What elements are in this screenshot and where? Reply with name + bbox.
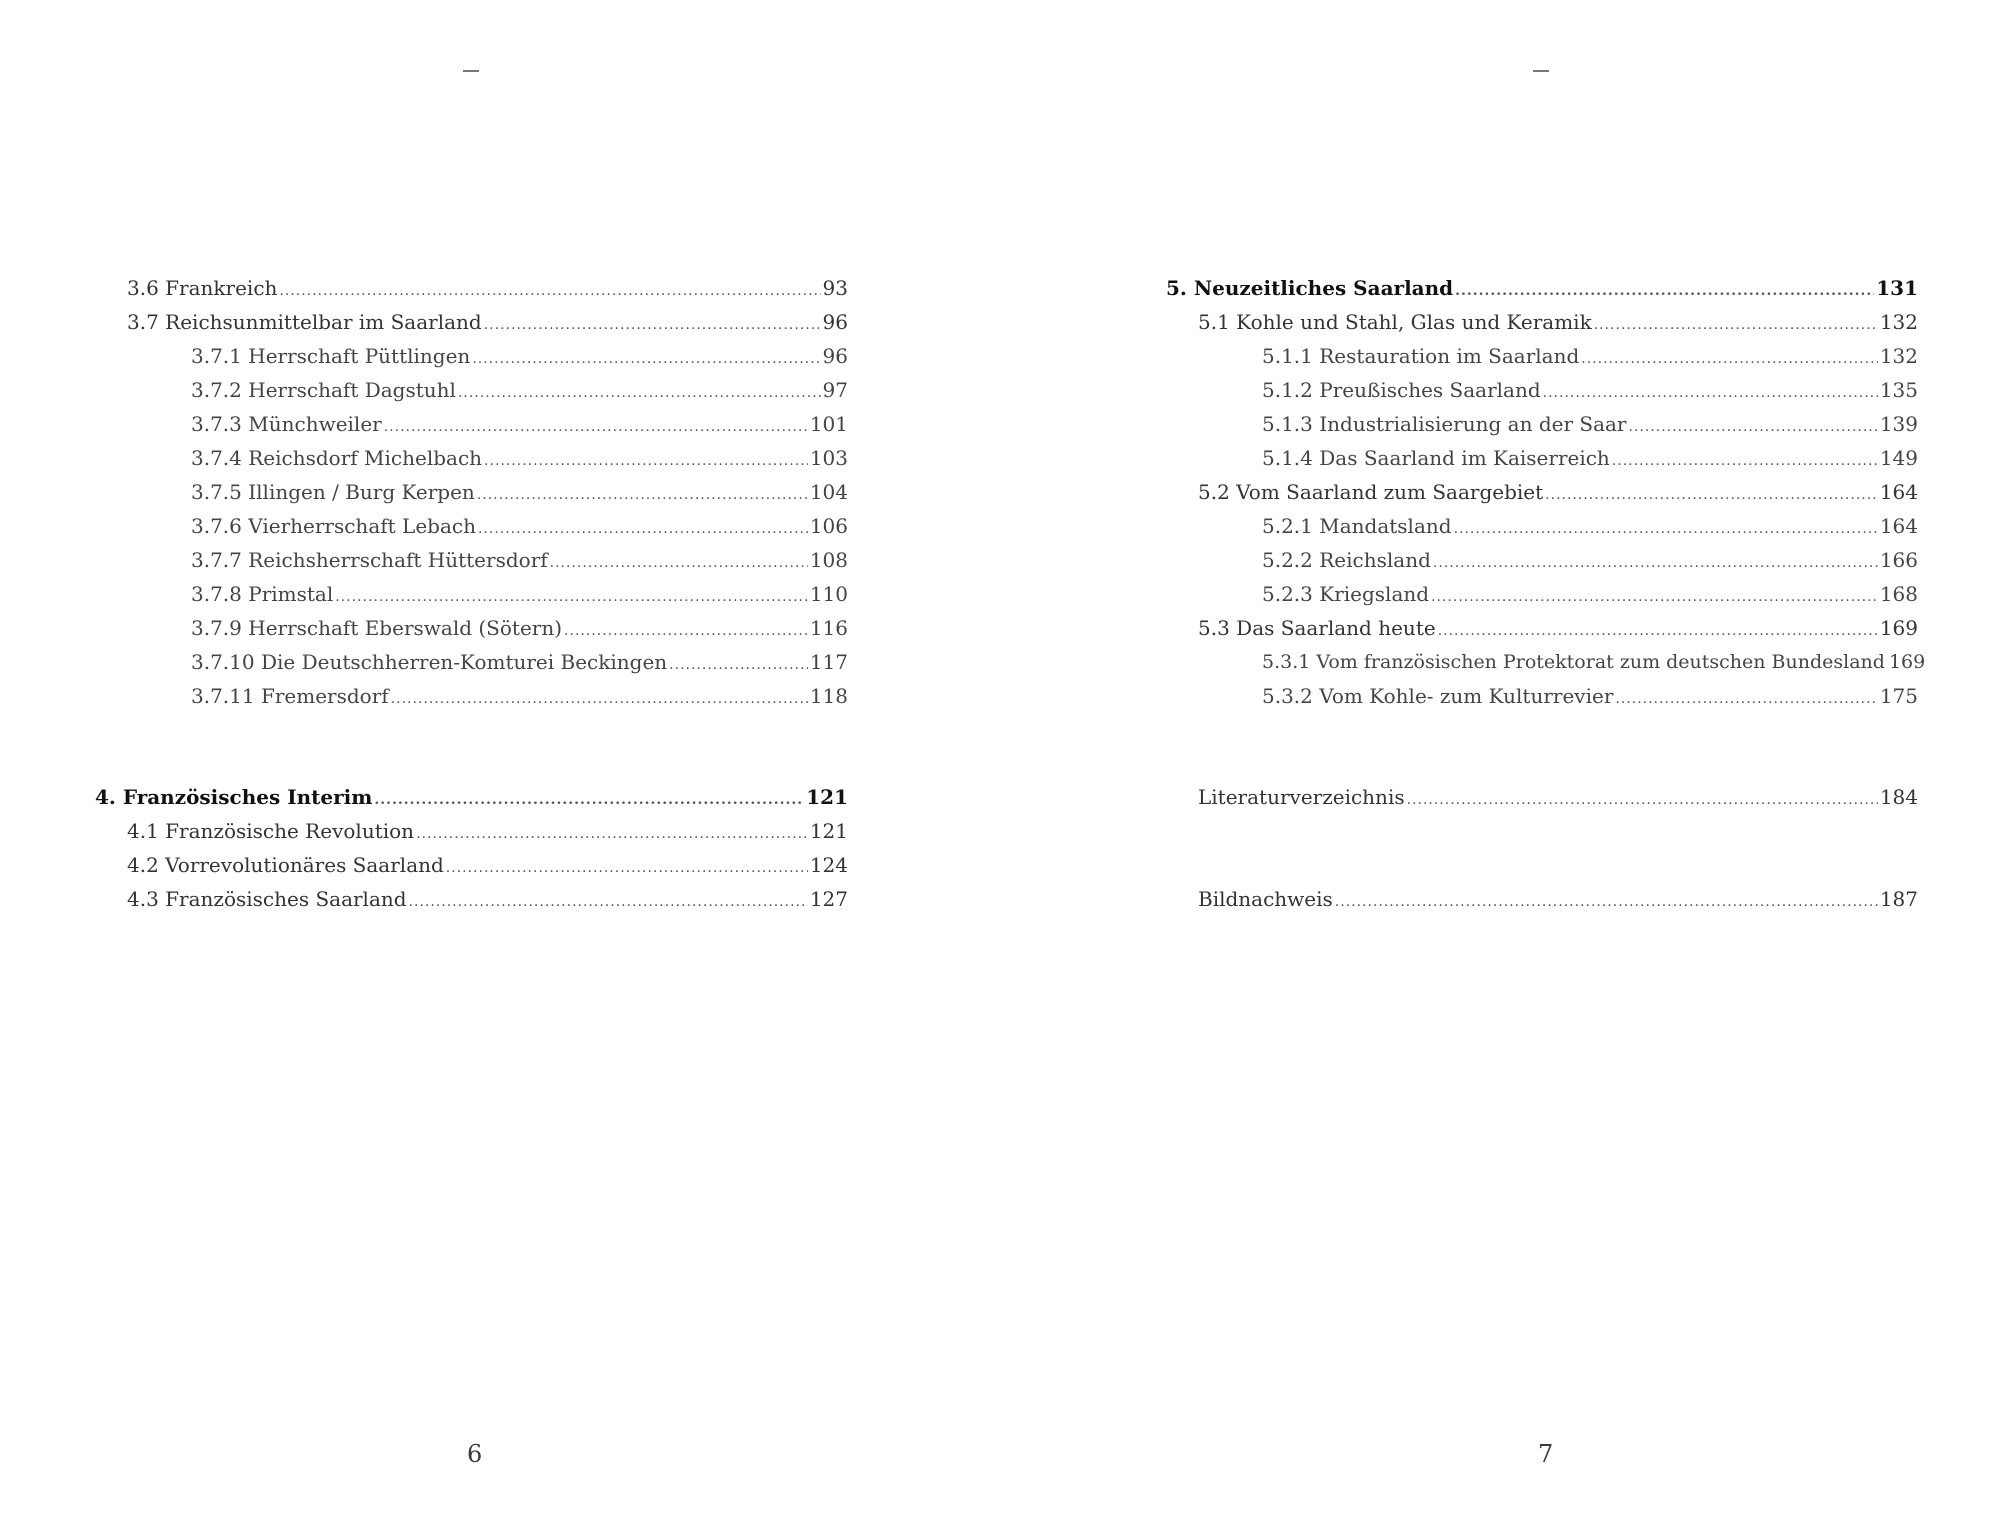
toc-entry-page: 110	[809, 582, 848, 606]
toc-entry-title: 3.7.2 Herrschaft Dagstuhl	[191, 378, 456, 402]
toc-entry-title: 5.1.3 Industrialisierung an der Saar	[1262, 412, 1627, 436]
toc-entry[interactable]	[191, 680, 848, 713]
toc-leader-dots	[409, 886, 808, 919]
toc-leader-dots	[669, 649, 808, 682]
toc-leader-dots	[458, 377, 821, 410]
toc-entry[interactable]	[1262, 646, 1926, 679]
toc-entry-title: 5.3.2 Vom Kohle- zum Kulturrevier	[1262, 684, 1614, 708]
toc-entry-page: 117	[809, 650, 848, 674]
toc-leader-dots	[416, 818, 808, 851]
toc-entry-title: 5.2.1 Mandatsland	[1262, 514, 1452, 538]
toc-leader-dots	[478, 513, 808, 546]
toc-leader-dots	[1433, 547, 1878, 580]
toc-entry-page: 108	[809, 548, 848, 572]
toc-entry-title: 4. Französisches Interim	[95, 785, 373, 809]
toc-entry-page: 166	[1879, 548, 1918, 572]
toc-leader-dots	[446, 852, 808, 885]
toc-entry-title: Bildnachweis	[1198, 887, 1333, 911]
toc-entry-title: 5.2 Vom Saarland zum Saargebiet	[1198, 480, 1544, 504]
toc-leader-dots	[1431, 581, 1878, 614]
toc-entry-title: 3.7.9 Herrschaft Eberswald (Sötern)	[191, 616, 563, 640]
toc-entry[interactable]	[127, 849, 848, 882]
toc-entry-title: 5.3 Das Saarland heute	[1198, 616, 1436, 640]
toc-entry[interactable]	[127, 815, 848, 848]
toc-entry[interactable]	[191, 544, 848, 577]
toc-entry-title: 5.2.2 Reichsland	[1262, 548, 1431, 572]
toc-entry-title: 5.2.3 Kriegsland	[1262, 582, 1430, 606]
toc-entry-title: 4.3 Französisches Saarland	[127, 887, 407, 911]
toc-entry-page: 169	[1888, 651, 1926, 673]
toc-entry-page: 149	[1879, 446, 1918, 470]
toc-entry-page: 135	[1879, 378, 1918, 402]
toc-leader-dots	[374, 784, 804, 817]
toc-chapter-entry[interactable]	[95, 781, 848, 814]
toc-entry-page: 106	[809, 514, 848, 538]
toc-entry[interactable]	[191, 578, 848, 611]
toc-entry-page: 96	[822, 310, 848, 334]
toc-entry[interactable]	[127, 306, 848, 339]
toc-entry-page: 118	[809, 684, 848, 708]
toc-entry[interactable]	[1198, 476, 1918, 509]
toc-entry[interactable]	[1262, 374, 1918, 407]
toc-entry[interactable]	[191, 510, 848, 543]
toc-entry-page: 139	[1879, 412, 1918, 436]
toc-entry-title: 5.3.1 Vom französischen Protektorat zum deutschen Bundesland	[1262, 651, 1885, 673]
toc-leader-dots	[1581, 343, 1878, 376]
toc-leader-dots	[1438, 615, 1878, 648]
toc-leader-dots	[1407, 784, 1878, 817]
toc-leader-dots	[1629, 411, 1878, 444]
toc-entry[interactable]	[127, 883, 848, 916]
toc-entry-page: 184	[1879, 785, 1918, 809]
toc-entry-title: 3.7.1 Herrschaft Püttlingen	[191, 344, 471, 368]
toc-leader-dots	[1335, 886, 1878, 919]
toc-leader-dots	[1612, 445, 1878, 478]
toc-entry-title: 4.1 Französische Revolution	[127, 819, 415, 843]
toc-entry-page: 93	[822, 276, 848, 300]
toc-entry-page: 175	[1879, 684, 1918, 708]
toc-entry-title: 5. Neuzeitliches Saarland	[1166, 276, 1454, 300]
toc-entry-title: 4.2 Vorrevolutionäres Saarland	[127, 853, 444, 877]
toc-leader-dots	[472, 343, 820, 376]
toc-entry[interactable]	[127, 272, 848, 305]
toc-entry-bildnachweis[interactable]	[1198, 883, 1918, 916]
toc-entry-title: 5.1.1 Restauration im Saarland	[1262, 344, 1580, 368]
toc-leader-dots	[391, 683, 808, 716]
toc-entry-page: 164	[1879, 480, 1918, 504]
toc-leader-dots	[550, 547, 808, 580]
toc-entry-title: 3.6 Frankreich	[127, 276, 278, 300]
toc-entry-page: 101	[809, 412, 848, 436]
toc-entry-title: 5.1.4 Das Saarland im Kaiserreich	[1262, 446, 1610, 470]
toc-entry-page: 132	[1879, 344, 1918, 368]
toc-entry-title: 3.7.6 Vierherrschaft Lebach	[191, 514, 476, 538]
toc-entry-page: 124	[809, 853, 848, 877]
toc-leader-dots	[384, 411, 808, 444]
toc-leader-dots	[1543, 377, 1878, 410]
toc-leader-dots	[279, 275, 820, 308]
toc-entry-page: 104	[809, 480, 848, 504]
toc-entry-page: 121	[806, 785, 848, 809]
toc-entry[interactable]	[191, 476, 848, 509]
toc-leader-dots	[484, 445, 808, 478]
toc-entry-title: 3.7.3 Münchweiler	[191, 412, 382, 436]
toc-entry-title: 3.7.4 Reichsdorf Michelbach	[191, 446, 483, 470]
toc-entry-title: 3.7.7 Reichsherrschaft Hüttersdorf	[191, 548, 548, 572]
toc-entry[interactable]	[191, 442, 848, 475]
page-number: 6	[467, 1440, 483, 1468]
toc-entry[interactable]	[1198, 306, 1918, 339]
toc-entry[interactable]	[191, 374, 848, 407]
toc-leader-dots	[477, 479, 808, 512]
toc-entry-page: 116	[809, 616, 848, 640]
toc-entry-page: 132	[1879, 310, 1918, 334]
toc-entry[interactable]	[1262, 544, 1918, 577]
toc-entry-literaturverzeichnis[interactable]	[1198, 781, 1918, 814]
toc-entry-page: 103	[809, 446, 848, 470]
toc-entry-page: 96	[822, 344, 848, 368]
toc-entry[interactable]	[1262, 680, 1918, 713]
toc-entry-page: 187	[1879, 887, 1918, 911]
toc-entry-page: 168	[1879, 582, 1918, 606]
toc-entry[interactable]	[191, 646, 848, 679]
right-page	[1000, 0, 2000, 1518]
toc-entry-page: 131	[1876, 276, 1918, 300]
toc-entry[interactable]	[1198, 612, 1918, 645]
toc-entry-page: 121	[809, 819, 848, 843]
toc-entry-title: 3.7.5 Illingen / Burg Kerpen	[191, 480, 475, 504]
toc-entry[interactable]	[1262, 510, 1918, 543]
toc-entry-title: Literaturverzeichnis	[1198, 785, 1405, 809]
toc-leader-dots	[1455, 275, 1874, 308]
toc-leader-dots	[1545, 479, 1878, 512]
toc-entry[interactable]	[191, 340, 848, 373]
toc-leader-dots	[564, 615, 808, 648]
toc-entry-page: 169	[1879, 616, 1918, 640]
toc-entry-page: 97	[822, 378, 848, 402]
toc-leader-dots	[335, 581, 808, 614]
toc-entry-title: 5.1.2 Preußisches Saarland	[1262, 378, 1541, 402]
toc-entry[interactable]	[191, 408, 848, 441]
toc-entry[interactable]	[1262, 578, 1918, 611]
toc-leader-dots	[1615, 683, 1877, 716]
toc-entry-page: 127	[809, 887, 848, 911]
header-dash	[463, 70, 479, 72]
toc-entry-title: 3.7 Reichsunmittelbar im Saarland	[127, 310, 482, 334]
toc-chapter-entry[interactable]	[1166, 272, 1918, 305]
toc-entry-title: 3.7.11 Fremersdorf	[191, 684, 389, 708]
toc-leader-dots	[1594, 309, 1878, 342]
toc-entry-title: 3.7.8 Primstal	[191, 582, 334, 606]
toc-leader-dots	[484, 309, 821, 342]
toc-entry[interactable]	[1262, 408, 1918, 441]
toc-entry[interactable]	[191, 612, 848, 645]
toc-entry-title: 3.7.10 Die Deutschherren-Komturei Beckingen	[191, 650, 668, 674]
toc-leader-dots	[1454, 513, 1878, 546]
toc-entry[interactable]	[1262, 340, 1918, 373]
toc-entry-page: 164	[1879, 514, 1918, 538]
toc-entry-title: 5.1 Kohle und Stahl, Glas und Keramik	[1198, 310, 1592, 334]
page-number: 7	[1538, 1440, 1554, 1468]
toc-entry[interactable]	[1262, 442, 1918, 475]
header-dash	[1533, 70, 1549, 72]
